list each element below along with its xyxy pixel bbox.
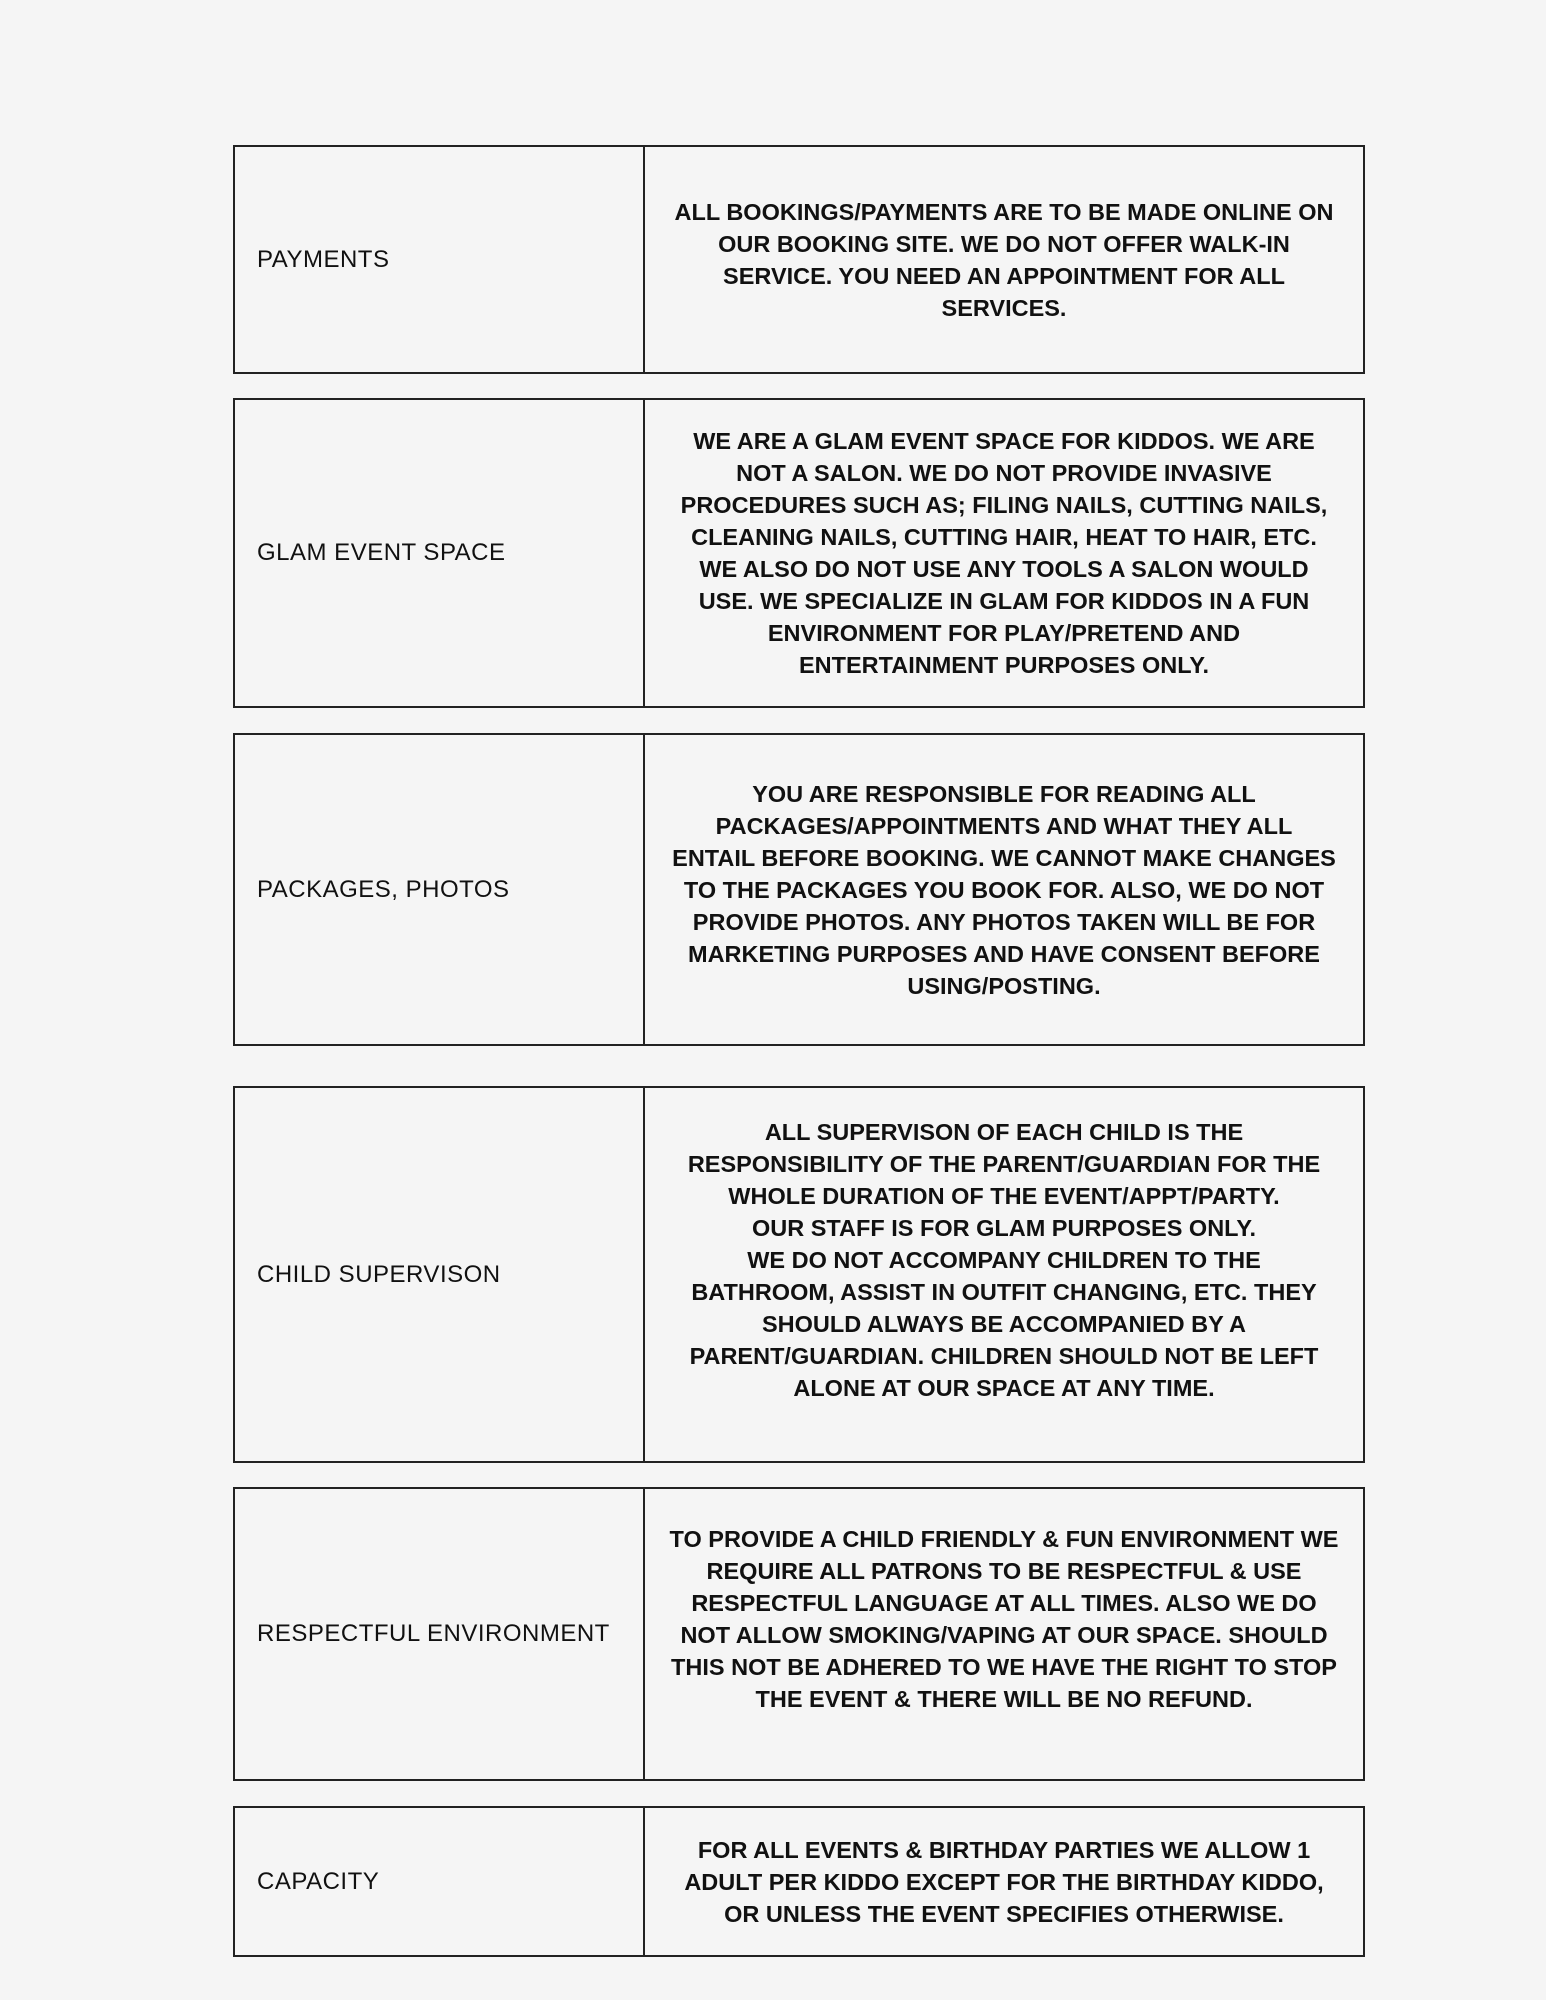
policy-table-respectful-environment xyxy=(233,1487,1365,1781)
policy-table-child-supervision xyxy=(233,1086,1365,1463)
policy-table-glam-event-space xyxy=(233,398,1365,708)
policy-text-cell xyxy=(645,1808,1363,1955)
policy-text-cell xyxy=(645,147,1363,372)
policy-label: RESPECTFUL ENVIRONMENT xyxy=(235,1489,645,1779)
policy-table-capacity xyxy=(233,1806,1365,1957)
policy-label: CAPACITY xyxy=(235,1808,645,1955)
policy-text: ALL SUPERVISON OF EACH CHILD IS THE RESPONSIBILITY OF THE PARENT/GUARDIAN FOR THE WHOLE DURATION OF THE EVENT/APPT/PARTY. OUR STAFF IS FOR GLAM PURPOSES ONLY. WE DO NOT ACCOMPANY CHILDREN TO THE BATHROOM, ASSIST IN OUTFIT CHANGING, ETC. THEY SHOULD ALWAYS BE ACCOMPANIED BY A PARENT/GUARDIAN. CHILDREN SHOULD NOT BE LEFT ALONE AT OUR SPACE AT ANY TIME. xyxy=(687,1119,1321,1401)
policy-table-packages-photos xyxy=(233,733,1365,1046)
policy-text: TO PROVIDE A CHILD FRIENDLY & FUN ENVIRONMENT WE REQUIRE ALL PATRONS TO BE RESPECTFUL & USE RESPECTFUL LANGUAGE AT ALL TIMES. ALSO WE DO NOT ALLOW SMOKING/VAPING AT OUR SPACE. SHOULD THIS NOT BE ADHERED TO WE HAVE THE RIGHT TO STOP THE EVENT & THERE WILL BE NO REFUND. xyxy=(669,1526,1339,1712)
policy-text-cell xyxy=(645,1088,1363,1461)
policy-text: FOR ALL EVENTS & BIRTHDAY PARTIES WE ALLOW 1 ADULT PER KIDDO EXCEPT FOR THE BIRTHDAY KIDDO, OR UNLESS THE EVENT SPECIFIES OTHERWISE. xyxy=(684,1836,1324,1927)
policy-text-cell xyxy=(645,735,1363,1044)
policy-label: PAYMENTS xyxy=(235,147,645,372)
policy-text-cell xyxy=(645,1489,1363,1779)
policy-text: YOU ARE RESPONSIBLE FOR READING ALL PACKAGES/APPOINTMENTS AND WHAT THEY ALL ENTAIL BEFORE BOOKING. WE CANNOT MAKE CHANGES TO THE PACKAGES YOU BOOK FOR. ALSO, WE DO NOT PROVIDE PHOTOS. ANY PHOTOS TAKEN WILL BE FOR MARKETING PURPOSES AND HAVE CONSENT BEFORE USING/POSTING. xyxy=(672,780,1336,999)
policy-label: GLAM EVENT SPACE xyxy=(235,400,645,706)
policy-text: WE ARE A GLAM EVENT SPACE FOR KIDDOS. WE ARE NOT A SALON. WE DO NOT PROVIDE INVASIVE PROCEDURES SUCH AS; FILING NAILS, CUTTING NAILS, CLEANING NAILS, CUTTING HAIR, HEAT TO HAIR, ETC. WE ALSO DO NOT USE ANY TOOLS A SALON WOULD USE. WE SPECIALIZE IN GLAM FOR KIDDOS IN A FUN ENVIRONMENT FOR PLAY/PRETEND AND ENTERTAINMENT PURPOSES ONLY. xyxy=(680,428,1328,678)
policy-label: CHILD SUPERVISON xyxy=(235,1088,645,1461)
policy-text-cell xyxy=(645,400,1363,706)
policy-text: ALL BOOKINGS/PAYMENTS ARE TO BE MADE ONLINE ON OUR BOOKING SITE. WE DO NOT OFFER WALK-IN SERVICE. YOU NEED AN APPOINTMENT FOR ALL SERVICES. xyxy=(674,198,1334,321)
policy-table-payments xyxy=(233,145,1365,374)
policy-label: PACKAGES, PHOTOS xyxy=(235,735,645,1044)
